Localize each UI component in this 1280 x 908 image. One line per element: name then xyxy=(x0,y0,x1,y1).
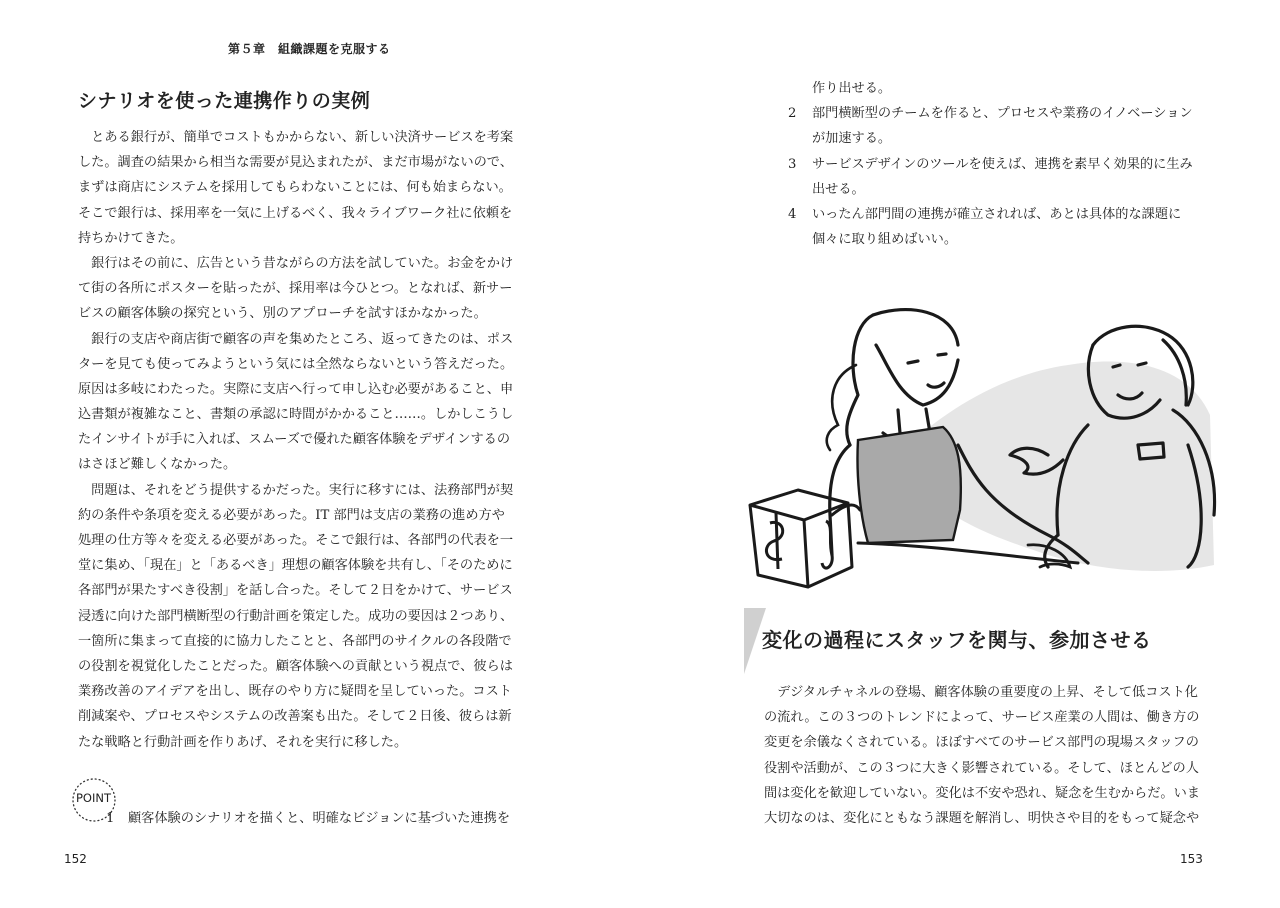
point-item-text: 顧客体験のシナリオを描くと、明確なビジョンに基づいた連携を xyxy=(128,811,511,826)
point-list-text: 部門横断型のチームを作ると、プロセスや業務のイノベーション xyxy=(812,106,1193,122)
text-line: とある銀行が、簡単でコストもかからない、新しい決済サービスを考案 xyxy=(78,130,514,145)
text-line: デジタルチャネルの登場、顧客体験の重要度の上昇、そして低コスト化 xyxy=(764,685,1198,700)
point-list-item xyxy=(788,202,1193,227)
text-line: 削減案や、プロセスやシステムの改善案も出た。そして２日後、彼らは新 xyxy=(78,709,512,725)
point-list-item xyxy=(788,76,1193,101)
point-item xyxy=(106,806,510,831)
point-label: POINT xyxy=(76,791,112,805)
running-head: 第５章 組織課題を克服する xyxy=(228,42,391,56)
text-line: した。調査の結果から相当な需要が見込まれたが、まだ市場がないので、 xyxy=(78,155,513,171)
text-line: たな戦略と行動計画を作りあげ、それを実行に移した。 xyxy=(78,734,408,750)
text-line: 堂に集め、「現在」と「あるべき」理想の顧客体験を共有し、「そのために xyxy=(78,558,513,574)
text-line: 銀行の支店や商店街で顧客の声を集めたところ、返ってきたのは、ポス xyxy=(78,331,514,347)
text-line: 持ちかけてきた。 xyxy=(78,230,184,246)
point-list-text: サービスデザインのツールを使えば、連携を素早く効果的に生み xyxy=(812,156,1193,172)
text-line: 処理の仕方等々を変える必要があった。そこで銀行は、各部門の代表を一 xyxy=(78,533,514,548)
point-list-item xyxy=(788,227,1193,252)
text-line: まずは商店にシステムを採用してもらわないことには、何も始まらない。 xyxy=(78,180,512,196)
text-line: たインサイトが手に入れば、スムーズで優れた顧客体験をデザインするの xyxy=(78,432,511,448)
text-line: て街の各所にポスターを貼ったが、採用率は今ひとつ。となれば、新サー xyxy=(78,281,513,297)
left-body-text xyxy=(78,125,523,755)
right-page xyxy=(640,0,1280,908)
point-list-number: 2 xyxy=(788,106,797,122)
point-list-item xyxy=(788,152,1193,177)
text-line: はさほど難しくなかった。 xyxy=(78,457,237,473)
point-list-text: 作り出せる。 xyxy=(812,81,892,96)
text-line: の流れ。この３つのトレンドによって、サービス産業の人間は、働き方の xyxy=(764,710,1200,726)
folio-left: 152 xyxy=(64,852,87,866)
text-line: 原因は多岐にわたった。実際に支店へ行って申し込む必要があること、申 xyxy=(78,381,514,397)
text-line: の役割を視覚化したことだった。顧客体験への貢献という視点で、彼らは xyxy=(78,658,513,674)
point-list-item xyxy=(788,177,1193,202)
text-line: 約の条件や条項を変える必要があった。IT 部門は支店の業務の進め方や xyxy=(78,507,505,523)
left-woman-shirt xyxy=(857,427,960,543)
text-line: 込書類が複雑なこと、書類の承認に時間がかかること……。しかしこうし xyxy=(78,407,514,423)
text-line: 銀行はその前に、広告という昔ながらの方法を試していた。お金をかけ xyxy=(78,255,514,271)
text-line: 間は変化を歓迎していない。変化は不安や恐れ、疑念を生むからだ。いま xyxy=(764,785,1200,801)
point-list-item xyxy=(788,126,1193,151)
text-line: 変更を余儀なくされている。ほぼすべてのサービス部門の現場スタッフの xyxy=(764,735,1199,751)
text-line: 各部門が果たすべき役割」を話し合った。そして２日をかけて、サービス xyxy=(78,583,513,599)
text-line: 浸透に向けた部門横断型の行動計画を策定した。成功の要因は２つあり、 xyxy=(78,608,514,624)
text-line: そこで銀行は、採用率を一気に上げるべく、我々ライブワーク社に依頼を xyxy=(78,205,513,221)
text-line: 問題は、それをどう提供するかだった。実行に移すには、法務部門が契 xyxy=(78,482,514,498)
point-list-number: 3 xyxy=(788,156,797,172)
section-heading: 変化の過程にスタッフを関与、参加させる xyxy=(762,628,1152,652)
text-line: 業務改善のアイデアを出し、既存のやり方に疑問を呈していった。コスト xyxy=(78,684,512,700)
point-list-text: 出せる。 xyxy=(812,181,865,197)
text-line: 役割や活動が、この３つに大きく影響されている。そして、ほとんどの人 xyxy=(764,760,1199,776)
point-list-item xyxy=(788,101,1193,126)
text-line: ターを見ても使ってみようという気には全然ならないという答えだった。 xyxy=(78,356,514,372)
text-line: ビスの顧客体験の探究という、別のアプローチを試すほかなかった。 xyxy=(78,306,487,322)
section-title: シナリオを使った連携作りの実例 xyxy=(78,90,371,112)
folio-right: 153 xyxy=(1180,852,1203,866)
point-list-text: 個々に取り組めばいい。 xyxy=(812,232,958,248)
text-line: 大切なのは、変化にともなう課題を解消し、明快さや目的をもって疑念や xyxy=(764,810,1200,826)
text-line: 一箇所に集まって直接的に協力したことと、各部門のサイクルの各段階で xyxy=(78,633,512,649)
point-item-number: 1 xyxy=(106,811,115,826)
right-body-text xyxy=(764,680,1204,831)
box-icon xyxy=(750,490,852,587)
point-list-text: が加速する。 xyxy=(812,131,892,147)
point-list-number: 4 xyxy=(788,206,797,222)
two-people-illustration xyxy=(748,305,1218,590)
point-list-text: いったん部門間の連携が確立されれば、あとは具体的な課題に xyxy=(812,206,1182,222)
point-list xyxy=(788,76,1193,252)
